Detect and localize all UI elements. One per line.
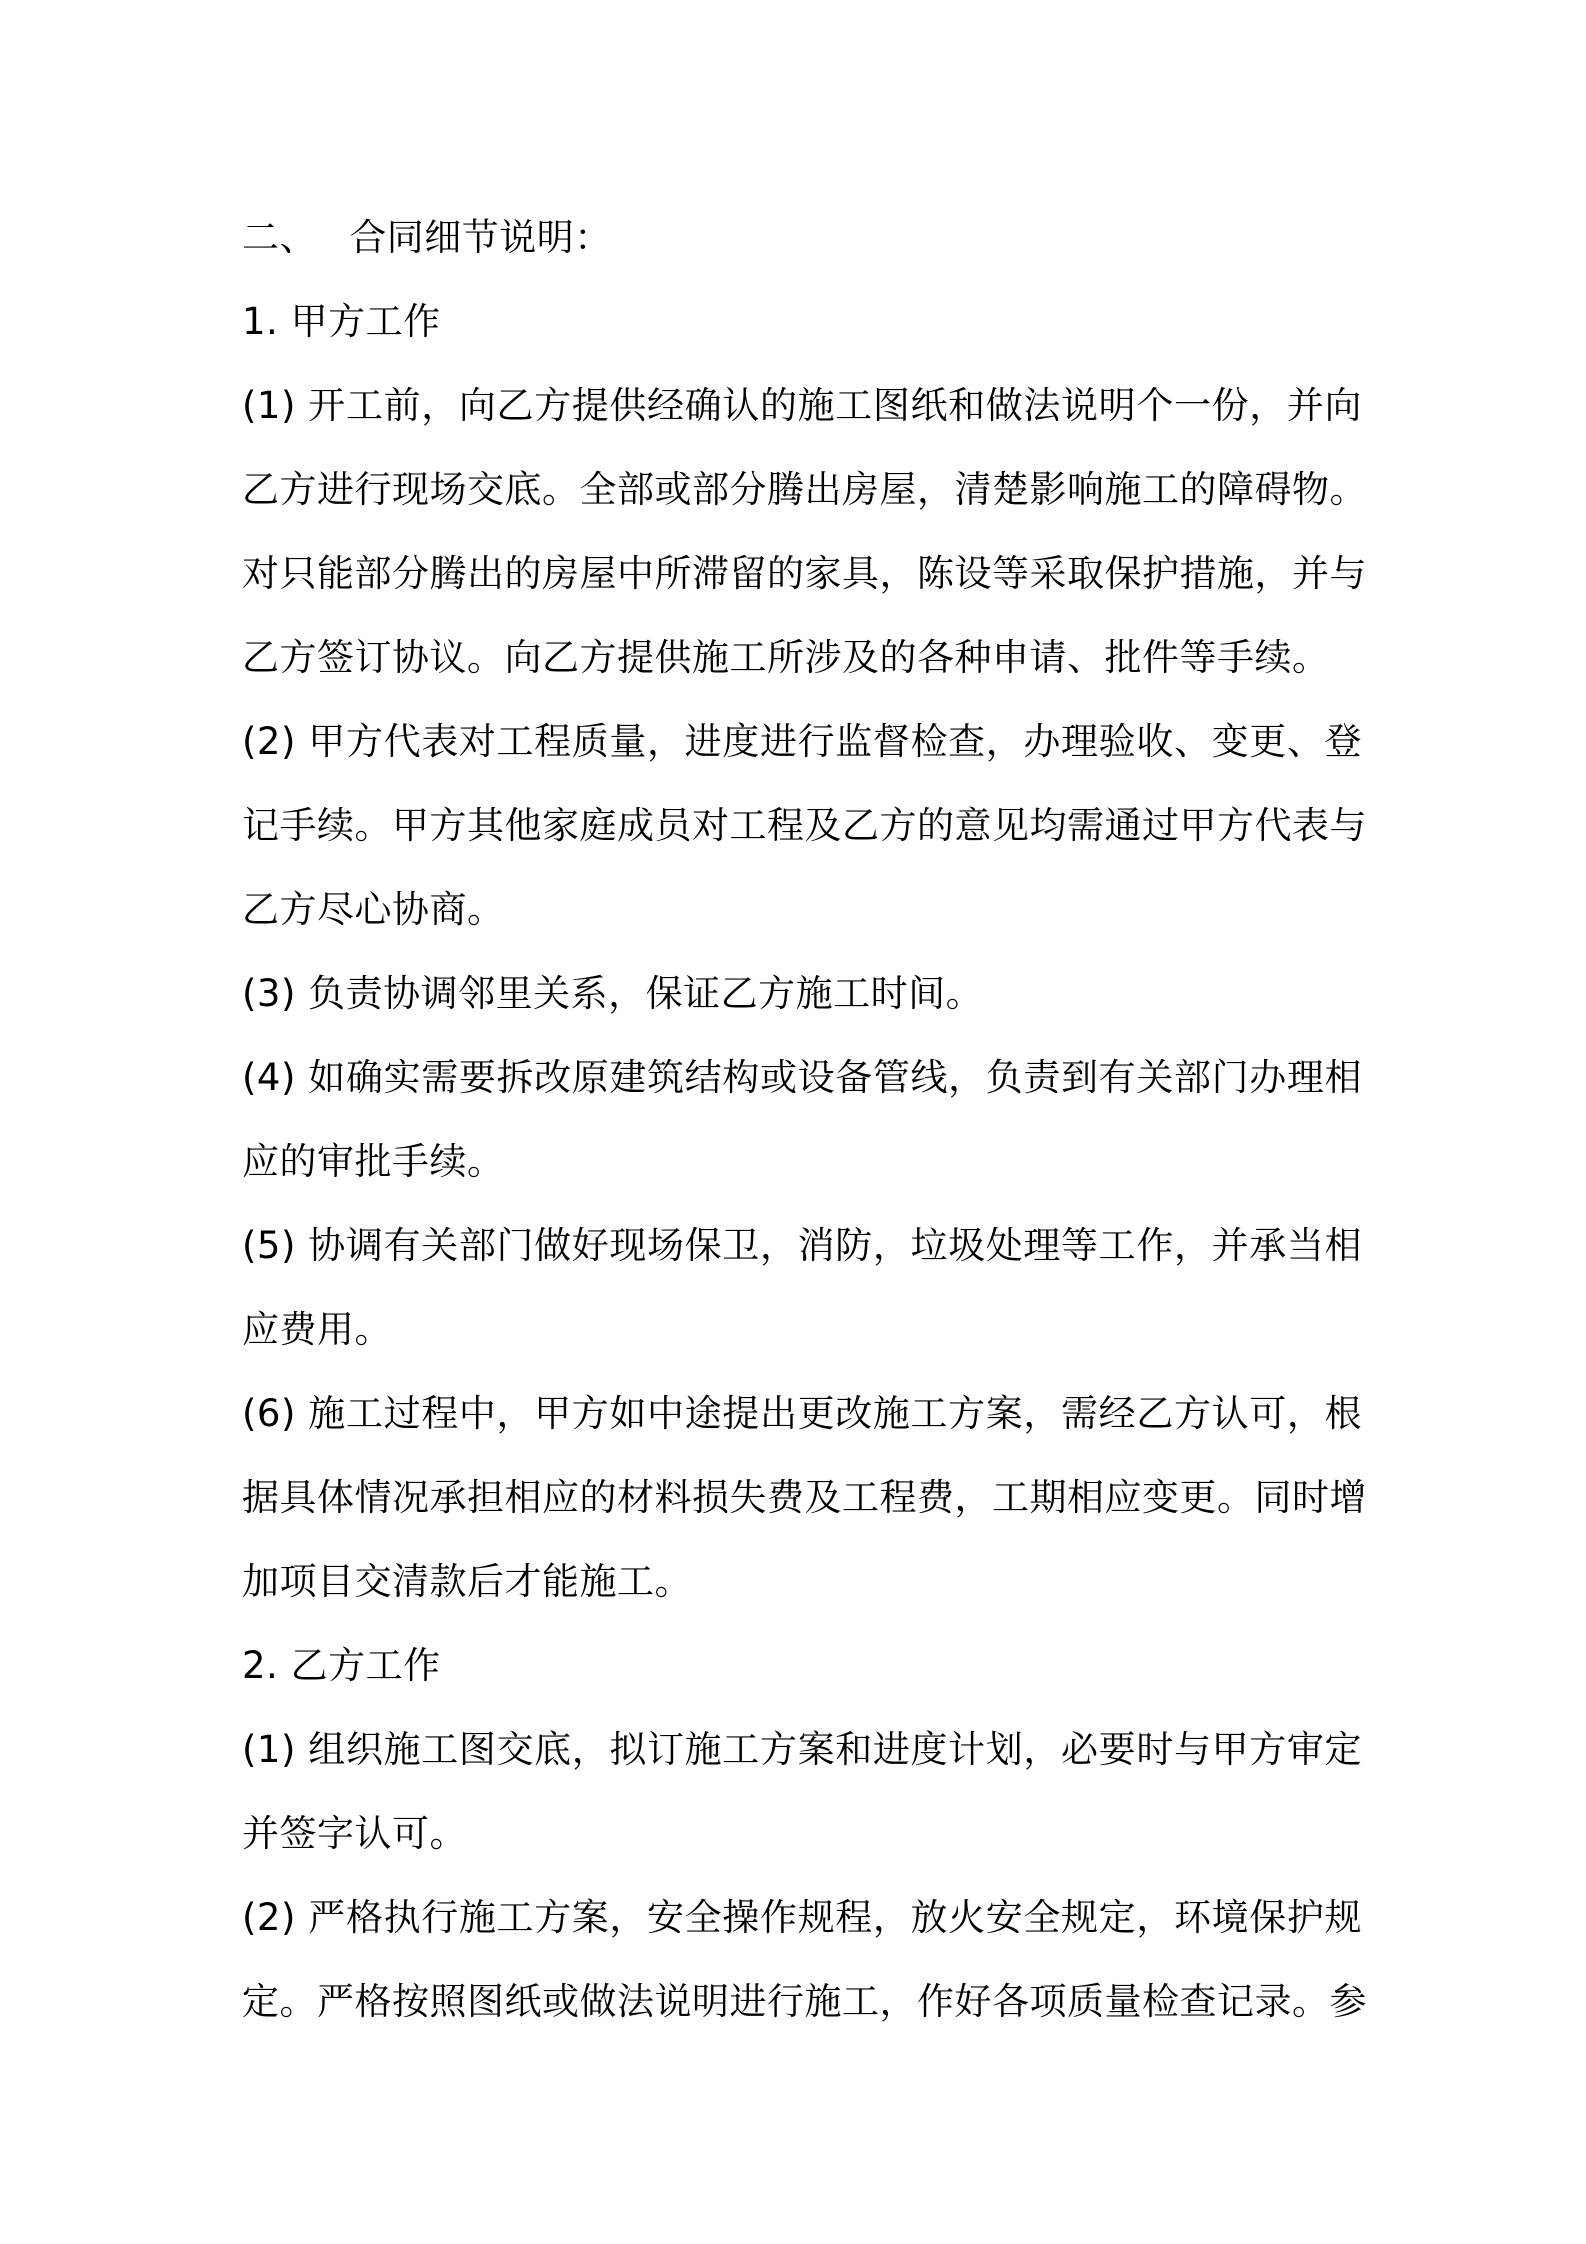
paragraph-line: 定。严格按照图纸或做法说明进行施工，作好各项质量检查记录。参 [242,1980,1367,2023]
paragraph-line: 记手续。甲方其他家庭成员对工程及乙方的意见均需通过甲方代表与 [242,804,1367,847]
paragraph-line: (1) 组织施工图交底，拟订施工方案和进度计划，必要时与甲方审定 [242,1728,1362,1771]
document-body [242,196,1367,2044]
party-a-title: 1. 甲方工作 [242,300,441,343]
paragraph-line: 对只能部分腾出的房屋中所滞留的家具，陈设等采取保护措施，并与 [242,552,1367,595]
paragraph-line: 乙方尽心协商。 [242,888,505,931]
paragraph-line: 应的审批手续。 [242,1140,505,1183]
paragraph-line: (2) 甲方代表对工程质量，进度进行监督检查，办理验收、变更、登 [242,720,1362,763]
paragraph-line: (6) 施工过程中，甲方如中途提出更改施工方案，需经乙方认可，根 [242,1392,1362,1435]
paragraph-line: 据具体情况承担相应的材料损失费及工程费，工期相应变更。同时增 [242,1476,1367,1519]
paragraph-line: (5) 协调有关部门做好现场保卫，消防，垃圾处理等工作，并承当相 [242,1224,1362,1267]
paragraph-line: (3) 负责协调邻里关系，保证乙方施工时间。 [242,972,984,1015]
party-b-title: 2. 乙方工作 [242,1644,441,1687]
section-heading: 二、 合同细节说明： [242,216,612,259]
paragraph-line: (4) 如确实需要拆改原建筑结构或设备管线，负责到有关部门办理相 [242,1056,1362,1099]
paragraph-line: 加项目交清款后才能施工。 [242,1560,692,1603]
paragraph-line: 乙方进行现场交底。全部或部分腾出房屋，清楚影响施工的障碍物。 [242,468,1367,511]
paragraph-line: (1) 开工前，向乙方提供经确认的施工图纸和做法说明个一份，并向 [242,384,1362,427]
paragraph-line: 应费用。 [242,1308,392,1351]
paragraph-line: 并签字认可。 [242,1812,467,1855]
paragraph-line: 乙方签订协议。向乙方提供施工所涉及的各种申请、批件等手续。 [242,636,1330,679]
paragraph-line: (2) 严格执行施工方案，安全操作规程，放火安全规定，环境保护规 [242,1896,1362,1939]
